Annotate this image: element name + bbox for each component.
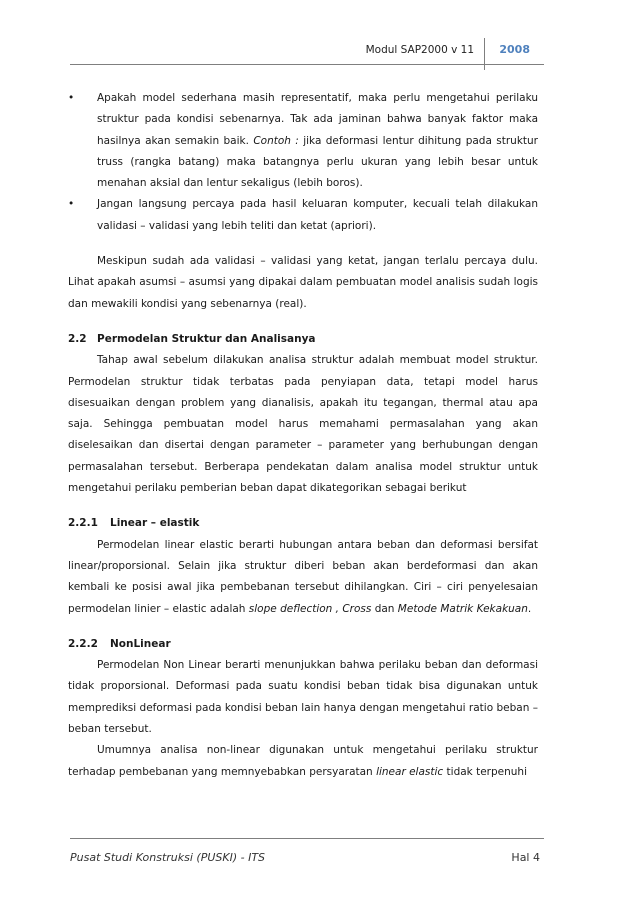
- section-2-2-2-paragraph-2: Umumnya analisa non-linear digunakan untuk mengetahui perilaku struktur terhadap pembebanan yang memnyebabkan persyaratan linear elastic tidak terpenuhi: [68, 744, 538, 778]
- page-number: Hal 4: [511, 851, 540, 864]
- section-2-2-paragraph: Tahap awal sebelum dilakukan analisa struktur adalah membuat model struktur. Permodelan struktur tidak terbatas pada penyiapan data, tetapi model harus disesuaikan dengan problem yang dianalisis, apakah itu tegangan, thermal atau apa saja. Sehingga pembuatan model harus memahami permasalahan yang akan diselesaikan dan disertai dengan parameter – parameter yang berhubungan dengan permasalahan tersebut. Berberapa pendekatan dalam analisa model struktur untuk mengetahui perilaku pemberian beban dapat dikategorikan sebagai berikut: [68, 354, 538, 495]
- footer-institution: Pusat Studi Konstruksi (PUSKI) - ITS: [70, 851, 266, 864]
- header-year: 2008: [499, 43, 530, 56]
- section-heading-2-2: 2.2 Permodelan Struktur dan Analisanya: [68, 332, 316, 345]
- list-item: • Apakah model sederhana masih representatif, maka perlu mengetahui perilaku struktur pada kondisi sebenarnya. Tak ada jaminan bahwa banyak faktor maka hasilnya akan semakin baik. Contoh : jika deformasi lentur dihitung pada struktur truss (rangka batang) maka batangnya perlu ukuran yang lebih besar untuk menahan aksial dan lentur sekaligus (lebih boros).: [68, 88, 538, 194]
- page-header: [70, 36, 544, 65]
- intro-paragraph: Meskipun sudah ada validasi – validasi yang ketat, jangan terlalu percaya dulu. Lihat apakah asumsi – asumsi yang dipakai dalam pembuatan model analisis sudah logis dan mewakili kondisi yang sebenarnya (real).: [68, 255, 538, 310]
- section-heading-2-2-1: 2.2.1 Linear – elastik: [68, 517, 200, 530]
- header-separator: [484, 38, 485, 70]
- list-item: • Jangan langsung percaya pada hasil keluaran komputer, kecuali telah dilakukan validasi – validasi yang lebih teliti dan ketat (apriori).: [68, 194, 538, 237]
- bullet-list: [68, 88, 538, 237]
- document-body: [68, 88, 538, 783]
- section-heading-2-2-2: 2.2.2 NonLinear: [68, 637, 171, 650]
- page-footer: [70, 838, 544, 871]
- header-title: Modul SAP2000 v 11: [365, 44, 474, 56]
- bullet-icon: •: [68, 198, 75, 211]
- section-2-2-2-paragraph-1: Permodelan Non Linear berarti menunjukkan bahwa perilaku beban dan deformasi tidak proporsional. Deformasi pada suatu kondisi beban tidak bisa digunakan untuk memprediksi deformasi pada kondisi beban lain hanya dengan mengetahui ratio beban – beban tersebut.: [68, 659, 538, 736]
- bullet-icon: •: [68, 92, 75, 104]
- section-2-2-1-paragraph: Permodelan linear elastic berarti hubungan antara beban dan deformasi bersifat linear/proporsional. Selain jika struktur diberi beban akan berdeformasi dan akan kembali ke posisi awal jika pembebanan tersebut dihilangkan. Ciri – ciri penyelesaian permodelan linier – elastic adalah slope deflection , Cross dan Metode Matrik Kekakuan.: [68, 538, 538, 615]
